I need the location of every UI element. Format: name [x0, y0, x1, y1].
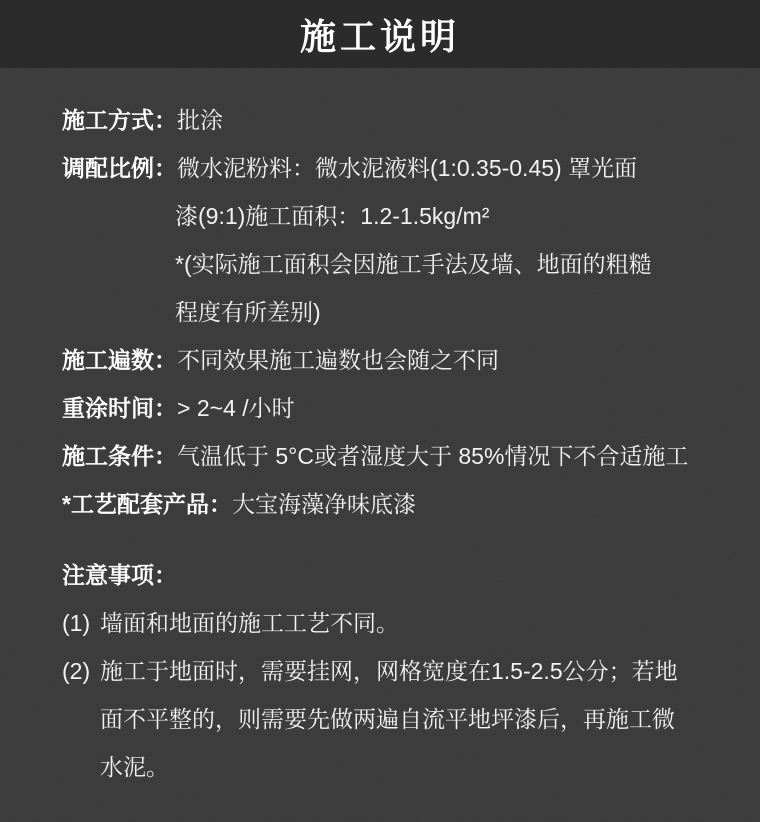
spec-line	[62, 384, 740, 432]
note-line	[62, 647, 740, 695]
note-marker: (1)	[62, 610, 91, 636]
note-line-continuation: 面不平整的，则需要先做两遍自流平地坪漆后，再施工微	[100, 706, 675, 732]
spec-line	[62, 432, 740, 480]
spec-value: 批涂	[177, 107, 223, 133]
spec-label: 重涂时间：	[62, 395, 177, 421]
note-item-1	[62, 599, 740, 647]
spec-line-continuation: *(实际施工面积会因施工手法及墙、地面的粗糙	[175, 251, 652, 277]
spec-value: > 2~4 /小时	[177, 395, 295, 421]
note-line-continuation: 水泥。	[100, 754, 169, 780]
spec-row-recoat-time	[62, 384, 740, 432]
note-marker: (2)	[62, 658, 91, 684]
spec-label: *工艺配套产品：	[62, 491, 232, 517]
spec-row-coats-count	[62, 336, 740, 384]
spec-value: 微水泥粉料：微水泥液料(1:0.35-0.45) 罩光面	[177, 155, 638, 181]
spec-line-continuation: 程度有所差别)	[175, 299, 321, 325]
spec-label: 施工遍数：	[62, 347, 177, 373]
note-text: 墙面和地面的施工工艺不同。	[100, 610, 399, 636]
spec-label: 施工方式：	[62, 107, 177, 133]
spec-value: 不同效果施工遍数也会随之不同	[177, 347, 499, 373]
spec-line	[62, 96, 740, 144]
spec-line	[62, 336, 740, 384]
note-text: 施工于地面时，需要挂网，网格宽度在1.5-2.5公分；若地	[100, 658, 678, 684]
page-title: 施工说明	[299, 15, 460, 57]
instructions-body	[0, 68, 760, 791]
spec-value: 大宝海藻净味底漆	[231, 491, 416, 517]
spec-row-mixing-ratio	[62, 144, 740, 336]
spec-line	[62, 144, 740, 192]
title-bar	[0, 0, 760, 68]
spec-row-application-method	[62, 96, 740, 144]
note-item-2	[62, 647, 740, 791]
spec-label: 施工条件：	[62, 443, 177, 469]
spec-row-companion-product	[62, 480, 740, 528]
spec-label: 调配比例：	[62, 155, 177, 181]
spec-line	[62, 480, 740, 528]
spec-line-continuation: 漆(9:1)施工面积：1.2-1.5kg/m²	[175, 203, 490, 229]
spec-row-conditions	[62, 432, 740, 480]
spec-value: 气温低于 5°C或者湿度大于 85%情况下不合适施工	[177, 443, 689, 469]
notes-heading: 注意事项：	[62, 562, 177, 588]
note-line	[62, 599, 740, 647]
